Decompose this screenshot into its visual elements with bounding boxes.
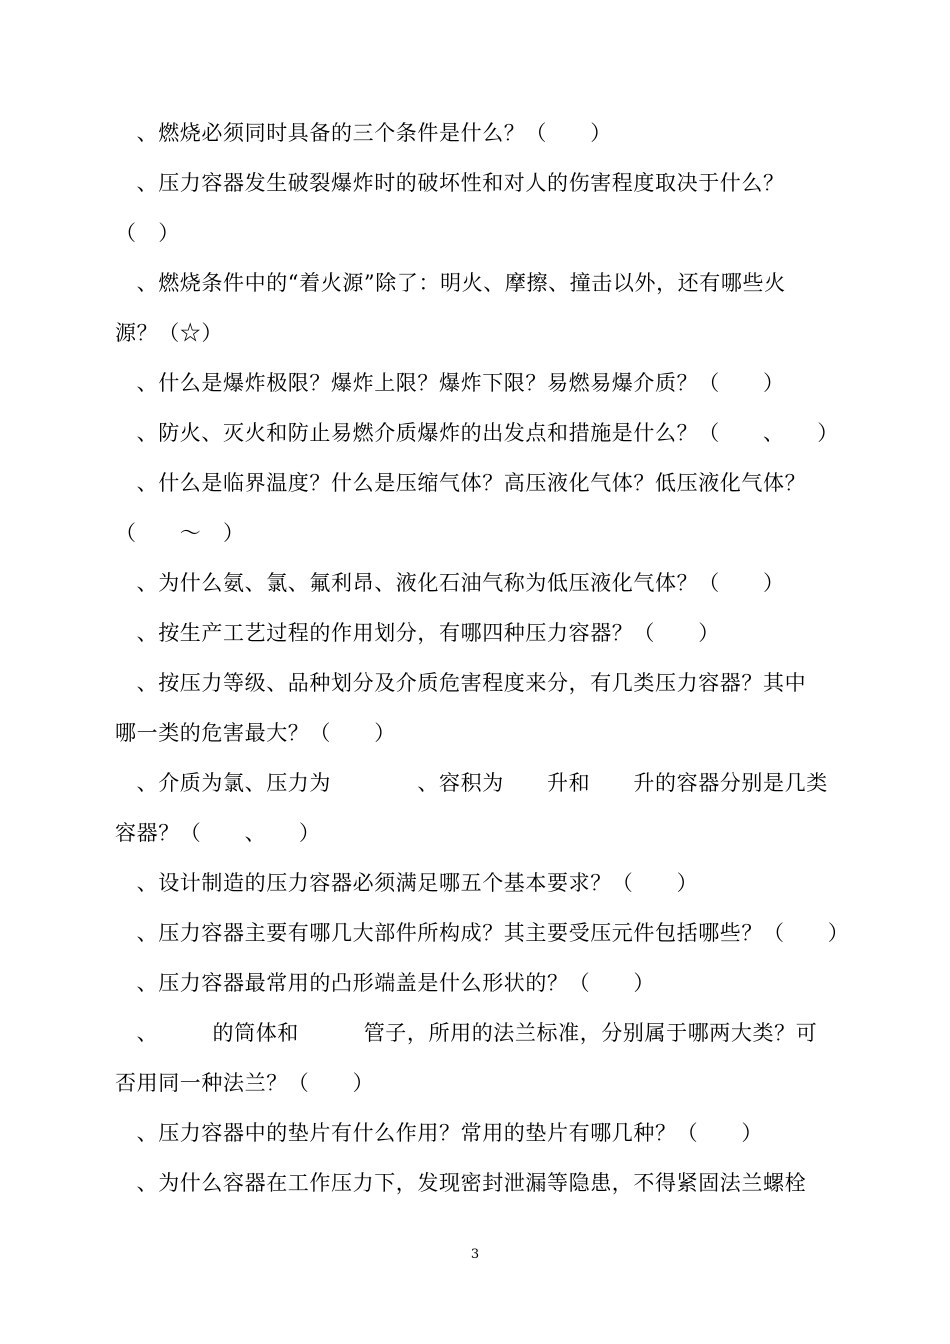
question-line: 、燃烧必须同时具备的三个条件是什么？（ ）: [115, 121, 612, 145]
question-line: 、压力容器发生破裂爆炸时的破坏性和对人的伤害程度取决于什么？: [115, 171, 785, 195]
question-line: 、为什么氨、氯、氟利昂、液化石油气称为低压液化气体？（ ）: [115, 571, 785, 595]
question-line: 、燃烧条件中的“着火源”除了：明火、摩擦、撞击以外，还有哪些火: [115, 271, 786, 295]
question-line-continuation: （ ～ ）: [115, 521, 245, 545]
question-line: 、 的筒体和 管子，所用的法兰标准，分别属于哪两大类？可: [115, 1021, 818, 1045]
question-line: 、什么是爆炸极限？爆炸上限？爆炸下限？易燃易爆介质？（ ）: [115, 371, 785, 395]
question-line: 、什么是临界温度？什么是压缩气体？高压液化气体？低压液化气体？: [115, 471, 807, 495]
question-line: 、防火、灭火和防止易燃介质爆炸的出发点和措施是什么？（ 、 ）: [115, 421, 839, 445]
question-line: 、压力容器最常用的凸形端盖是什么形状的？（ ）: [115, 971, 655, 995]
page-number: 3: [470, 1247, 480, 1262]
question-line: 、压力容器中的垫片有什么作用？常用的垫片有哪几种？（ ）: [115, 1121, 763, 1145]
question-line-continuation: 容器？（ 、 ）: [115, 821, 321, 845]
question-line: 、压力容器主要有哪几大部件所构成？其主要受压元件包括哪些？（ ）: [115, 921, 850, 945]
question-line: 、为什么容器在工作压力下，发现密封泄漏等隐患，不得紧固法兰螺栓: [115, 1171, 807, 1195]
question-line: 、介质为氯、压力为 、容积为 升和 升的容器分别是几类: [115, 771, 828, 795]
question-line-continuation: 源？（☆）: [115, 321, 223, 345]
question-line-continuation: 哪一类的危害最大？（ ）: [115, 721, 396, 745]
question-line: 、按压力等级、品种划分及介质危害程度来分，有几类压力容器？其中: [115, 671, 807, 695]
question-line-continuation: （ ）: [115, 221, 180, 245]
question-line: 、设计制造的压力容器必须满足哪五个基本要求？（ ）: [115, 871, 699, 895]
question-line-continuation: 否用同一种法兰？（ ）: [115, 1071, 375, 1095]
question-line: 、按生产工艺过程的作用划分，有哪四种压力容器？（ ）: [115, 621, 720, 645]
